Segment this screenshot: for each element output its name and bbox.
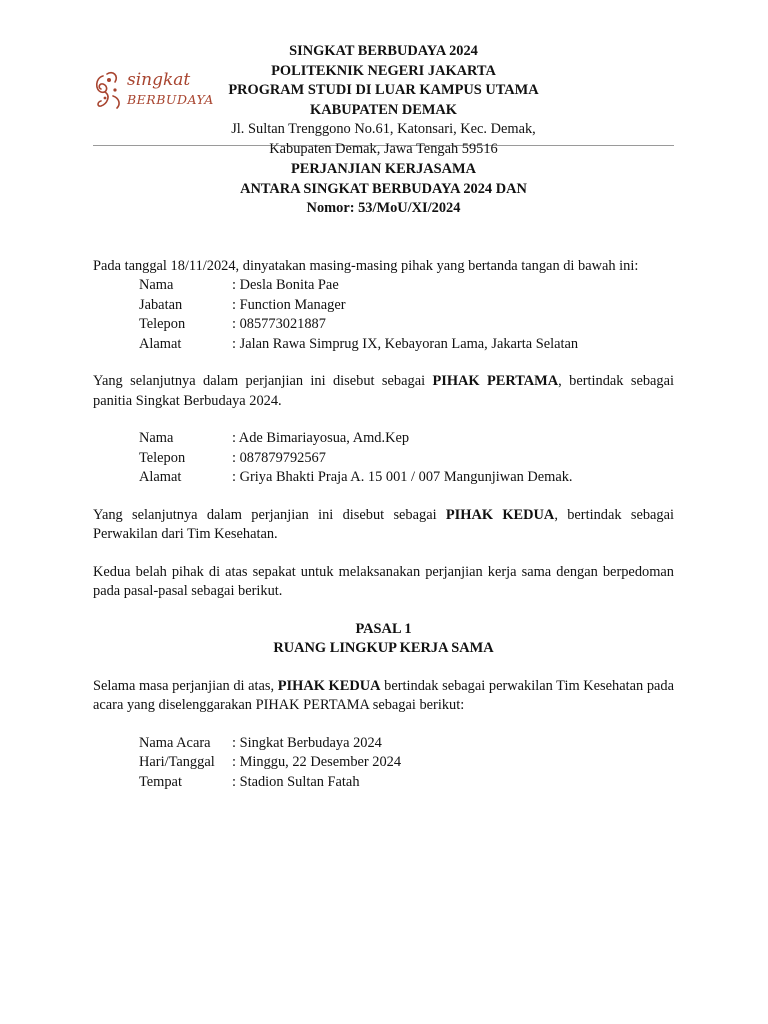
field-value: : 087879792567 [232, 449, 326, 466]
pasal-1-party: PIHAK KEDUA [277, 677, 381, 694]
field-value: : Jalan Rawa Simprug IX, Kebayoran Lama, Jakarta Selatan [232, 335, 579, 352]
party-one-details [139, 276, 578, 354]
letterhead-title-3: PROGRAM STUDI DI LUAR KAMPUS UTAMA [228, 82, 539, 98]
field-label: Hari/Tanggal [139, 754, 215, 770]
document-number: Nomor: 53/MoU/XI/2024 [306, 200, 461, 216]
field-value: : Desla Bonita Pae [232, 277, 339, 293]
field-value: : Stadion Sultan Fatah [232, 773, 360, 790]
pasal-1-body: Selama masa perjanjian di atas, PIHAK KEDUA bertindak sebagai perwakilan Tim Kesehatan pada acara yang diselenggarakan PIHAK PERTAMA sebagai berikut: [93, 677, 674, 713]
letterhead-address-2: Kabupaten Demak, Jawa Tengah 59516 [269, 140, 498, 157]
field-value: : Singkat Berbudaya 2024 [232, 734, 382, 751]
party-two-details [139, 429, 573, 488]
field-label: Nama Acara [139, 734, 211, 751]
party-one-row [139, 296, 578, 316]
pasal-1-heading [93, 620, 674, 659]
party-one-row [139, 335, 578, 355]
party-two-row [139, 429, 573, 449]
field-label: Nama [139, 430, 174, 446]
field-label: Alamat [139, 335, 182, 352]
party-one-description: Yang selanjutnya dalam perjanjian ini disebut sebagai PIHAK PERTAMA, bertindak sebagai panitia Singkat Berbudaya 2024. [93, 373, 674, 409]
letterhead-title-4: KABUPATEN DEMAK [310, 101, 457, 118]
logo-text-singkat: singkat [127, 70, 191, 90]
field-label: Telepon [139, 316, 186, 332]
letterhead-text [93, 42, 674, 159]
field-value: : 085773021887 [232, 316, 326, 332]
document-title-line-1: PERJANJIAN KERJASAMA [290, 161, 477, 177]
document-title-line-2: ANTARA SINGKAT BERBUDAYA 2024 DAN [240, 180, 527, 197]
pasal-number: PASAL 1 [355, 620, 412, 637]
event-details [139, 734, 401, 793]
letterhead-title-1: SINGKAT BERBUDAYA 2024 [289, 43, 478, 59]
party-two-role: PIHAK KEDUA [445, 506, 555, 523]
field-label: Telepon [139, 449, 186, 466]
field-value: : Minggu, 22 Desember 2024 [232, 754, 402, 770]
party-one-row [139, 315, 578, 335]
event-row [139, 734, 401, 754]
pasal-title: RUANG LINGKUP KERJA SAMA [273, 640, 494, 656]
field-value: : Ade Bimariayosua, Amd.Kep [232, 430, 410, 446]
field-label: Alamat [139, 469, 182, 485]
document-title [93, 160, 674, 219]
party-one-role: PIHAK PERTAMA [432, 373, 559, 389]
field-value: : Function Manager [232, 296, 346, 313]
letterhead [93, 42, 674, 157]
event-row [139, 773, 401, 793]
letterhead-title-2: POLITEKNIK NEGERI JAKARTA [271, 62, 496, 79]
party-one-row [139, 276, 578, 296]
document-page [93, 42, 674, 792]
field-label: Jabatan [139, 296, 183, 313]
event-row [139, 753, 401, 773]
agreement-paragraph: Kedua belah pihak di atas sepakat untuk melaksanakan perjanjian kerja sama dengan berpedoman pada pasal-pasal sebagai berikut. [93, 563, 674, 599]
intro-paragraph: Pada tanggal 18/11/2024, dinyatakan masing-masing pihak yang bertanda tangan di bawah ini: [93, 257, 639, 274]
logo-text-berbudaya: BERBUDAYA [127, 92, 214, 107]
field-label: Tempat [139, 773, 182, 790]
party-two-row [139, 468, 573, 488]
field-value: : Griya Bhakti Praja A. 15 001 / 007 Mangunjiwan Demak. [232, 469, 573, 485]
party-two-description: Yang selanjutnya dalam perjanjian ini disebut sebagai PIHAK KEDUA, bertindak sebagai Perwakilan dari Tim Kesehatan. [93, 506, 674, 542]
letterhead-address-1: Jl. Sultan Trenggono No.61, Katonsari, Kec. Demak, [231, 121, 536, 137]
party-two-row [139, 449, 573, 469]
field-label: Nama [139, 277, 174, 293]
